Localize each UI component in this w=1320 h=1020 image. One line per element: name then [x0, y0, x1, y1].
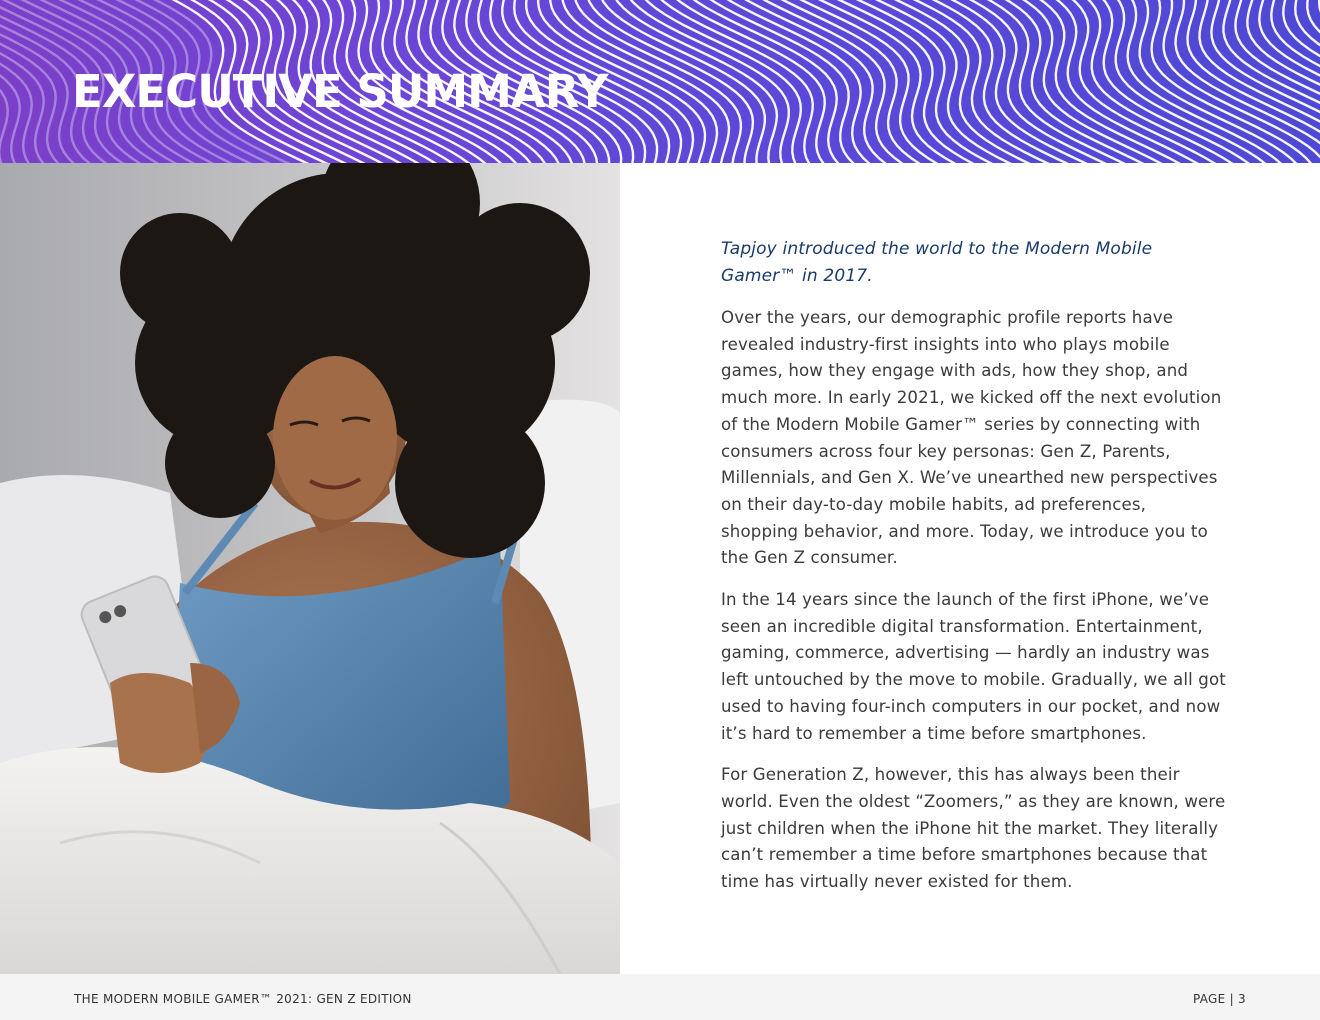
- footer-report-title: THE MODERN MOBILE GAMER™ 2021: GEN Z EDITION: [74, 992, 412, 1006]
- wave-line: [1077, 0, 1241, 163]
- page-footer: [0, 974, 1320, 1020]
- woman-with-phone-illustration: [0, 163, 620, 974]
- header-banner: [0, 0, 1320, 163]
- wave-line: [682, 0, 845, 163]
- lead-paragraph: Tapjoy introduced the world to the Modern Mobile Gamer™ in 2017.: [721, 239, 1153, 286]
- page-title: EXECUTIVE SUMMARY: [72, 65, 608, 118]
- executive-summary-text: [721, 236, 1226, 911]
- wave-line: [1211, 0, 1320, 163]
- wave-line: [1152, 0, 1316, 163]
- body-paragraph-1: Over the years, our demographic profile reports have revealed industry-first insights into who plays mobile games, how they engage with ads, how they shop, and much more. In early 2021, we kicked off the next evolution of the Modern Mobile Gamer™ series by connecting with consumers across four key personas: Gen Z, Parents, Millennials, and Gen X. We’ve unearthed new perspectives on their day-to-day mobile habits, ad preferences, shopping behavior, and more. Today, we introduce you to the Gen Z consumer.: [721, 308, 1222, 568]
- hero-photo: [0, 163, 620, 974]
- wave-line: [1060, 0, 1224, 163]
- body-paragraph-2: In the 14 years since the launch of the first iPhone, we’ve seen an incredible digital transformation. Entertainment, gaming, commerce, advertising — hardly an industry was left untouched by the move to mobile. Gradually, we all got used to having four-inch computers in our pocket, and now it’s hard to remember a time before smartphones.: [721, 590, 1226, 743]
- body-paragraph-3: For Generation Z, however, this has always been their world. Even the oldest “Zoomers,” as they are known, were just children when the iPhone hit the market. They literally can’t remember a time before smartphones because that time has virtually never existed for them.: [721, 765, 1226, 892]
- footer-page-number: PAGE | 3: [1192, 992, 1246, 1006]
- wave-line: [652, 0, 814, 163]
- wave-line: [1094, 0, 1257, 163]
- wave-line: [1295, 0, 1320, 163]
